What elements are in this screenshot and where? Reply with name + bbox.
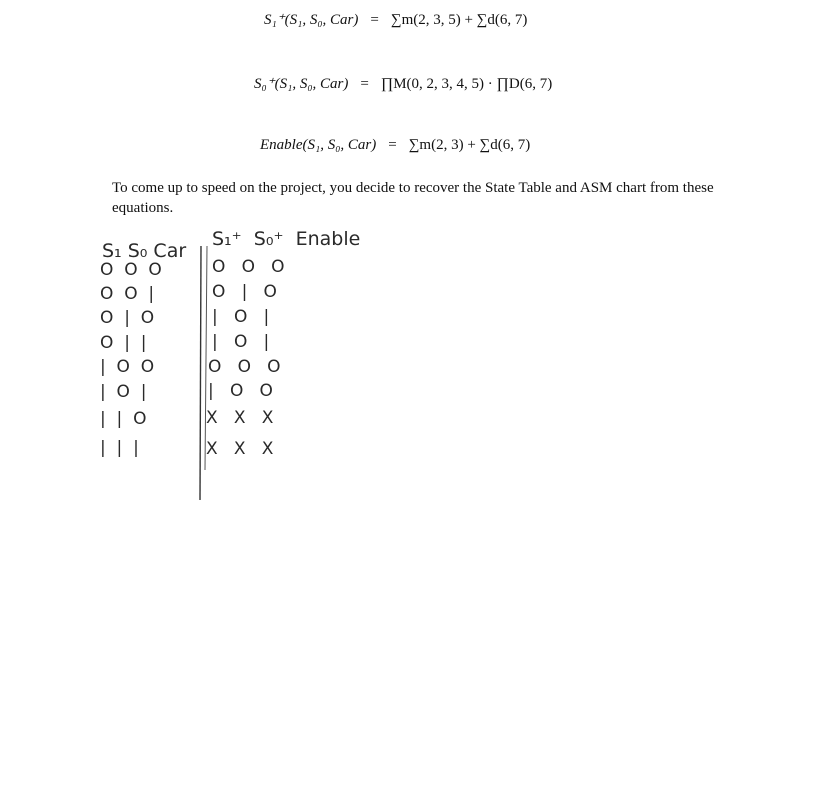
row-inputs: O | | (100, 333, 147, 353)
row-outputs: | O | (212, 307, 270, 327)
row-outputs: | O O (208, 381, 273, 401)
output-columns-header: S₁⁺ S₀⁺ Enable (212, 228, 361, 250)
row-inputs: O | O (100, 308, 155, 328)
equation-rhs: ∏M(0, 2, 3, 4, 5) · ∏D(6, 7) (380, 76, 553, 92)
row-inputs: O O | (100, 284, 155, 304)
equals-sign: = (360, 76, 369, 92)
equation-lhs: Enable(S₁, S₀, Car) (260, 137, 377, 153)
equals-sign: = (370, 12, 379, 28)
row-inputs: O O O (100, 260, 162, 280)
row-outputs: O O O (208, 357, 281, 377)
row-inputs: | | O (100, 409, 147, 429)
equation-lhs: S₀⁺(S₁, S₀, Car) (254, 76, 349, 92)
row-inputs: | O | (100, 382, 147, 402)
equation-lhs: S₁⁺(S₁, S₀, Car) (264, 12, 359, 28)
row-outputs: | O | (212, 332, 270, 352)
row-outputs: X X X (206, 408, 274, 428)
row-outputs: X X X (206, 439, 274, 459)
row-inputs: | | | (100, 438, 139, 458)
row-outputs: O | O (212, 282, 277, 302)
equation-rhs: ∑m(2, 3) + ∑d(6, 7) (408, 137, 531, 153)
input-columns-header: S₁ S₀ Car (102, 240, 187, 262)
row-outputs: O O O (212, 257, 285, 277)
equals-sign: = (388, 137, 397, 153)
row-inputs: | O O (100, 357, 155, 377)
instruction-paragraph: To come up to speed on the project, you decide to recover the State Table and ASM chart from these equations. (112, 180, 714, 216)
equation-rhs: ∑m(2, 3, 5) + ∑d(6, 7) (390, 12, 528, 28)
